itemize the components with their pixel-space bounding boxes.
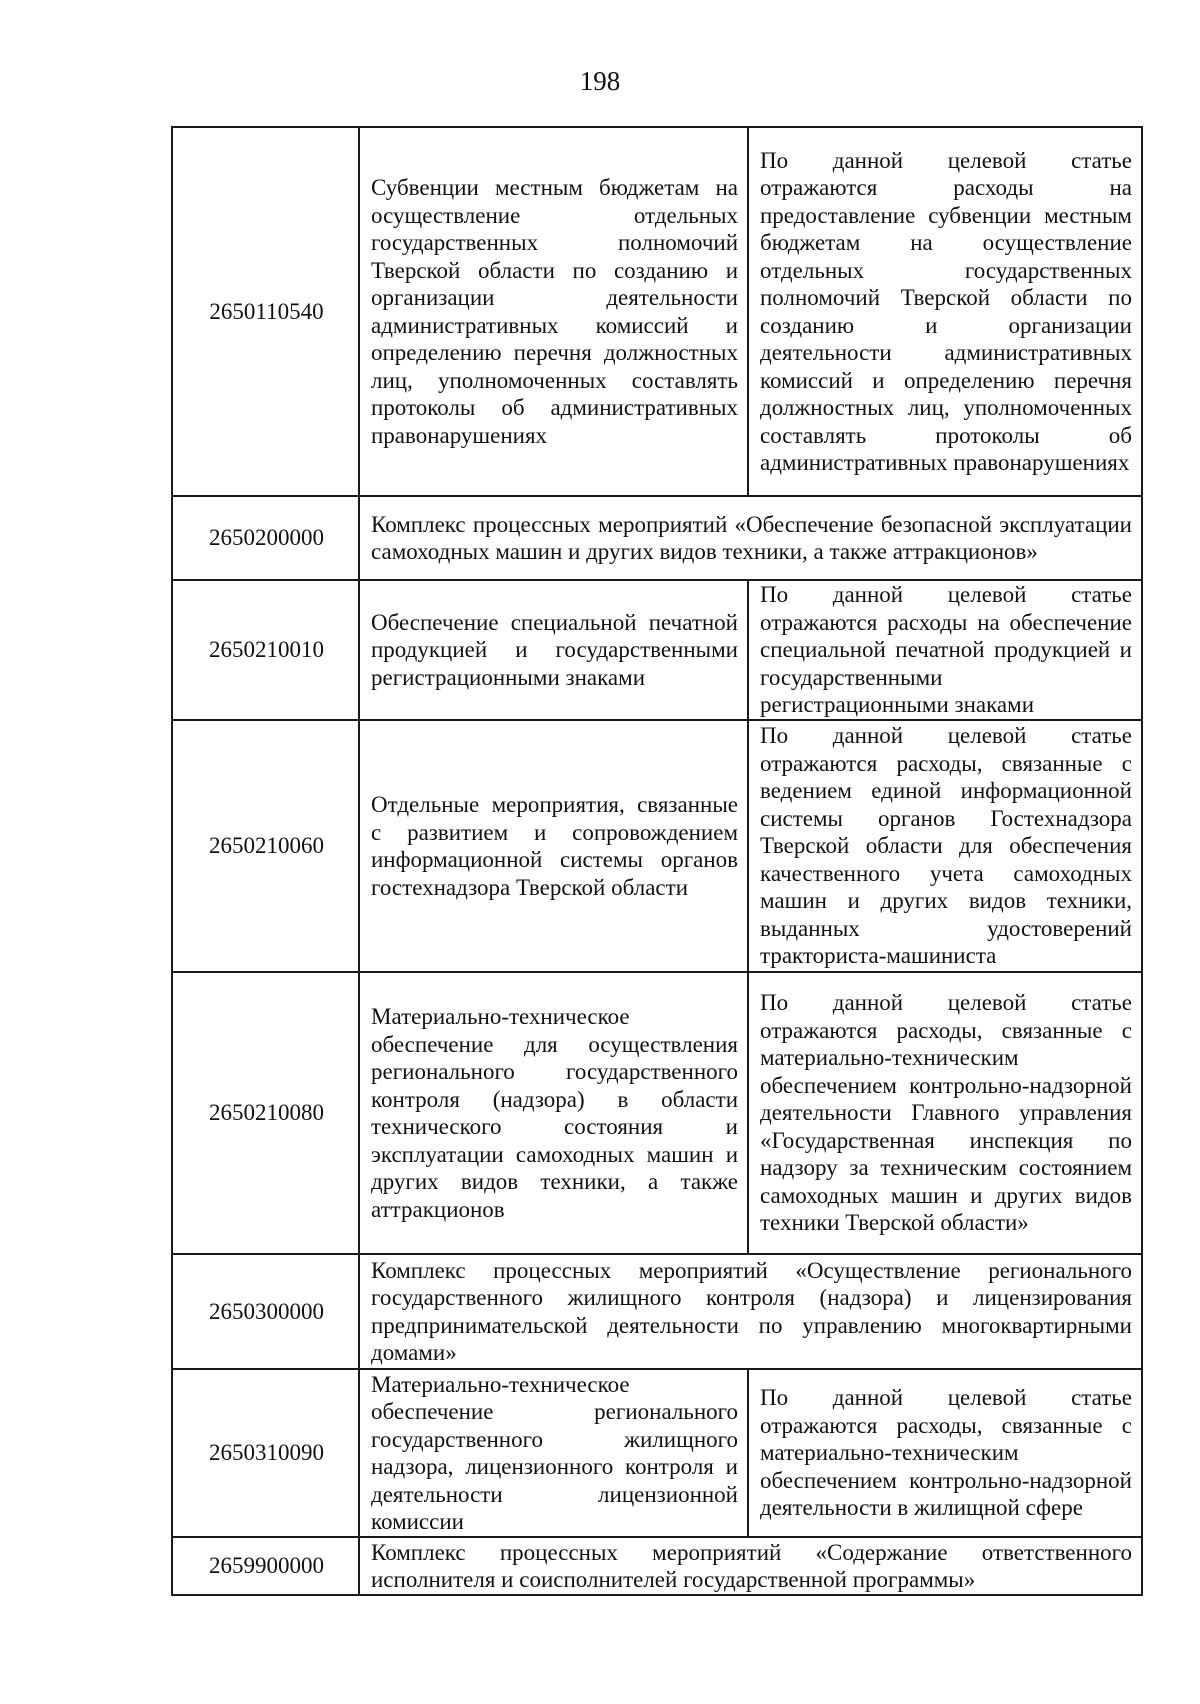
target-code: 2650210080 [172, 972, 359, 1254]
target-name: Материально-техническое обеспечение регионального государственного жилищного надзора, лицензионного контроля и деятельности лицензионной комиссии [359, 1369, 748, 1537]
target-code: 2650300000 [172, 1254, 359, 1369]
target-name: Отдельные мероприятия, связанные с развитием и сопровождением информационной системы органов гостехнадзора Тверской области [359, 720, 748, 972]
target-code: 2650210060 [172, 720, 359, 972]
table-row [172, 1369, 1142, 1537]
target-name: Материально-техническое обеспечение для осуществления регионального государственного контроля (надзора) в области технического состояния и эксплуатации самоходных машин и других видов техники, а также аттракционов [359, 972, 748, 1254]
budget-classification-table [171, 126, 1143, 1596]
page-number: 198 [579, 66, 621, 96]
target-name: Обеспечение специальной печатной продукцией и государственными регистрационными знаками [359, 580, 748, 720]
table-row-complex [172, 1537, 1142, 1595]
complex-name: Комплекс процессных мероприятий «Обеспечение безопасной эксплуатации самоходных машин и других видов техники, а также аттракционов» [359, 496, 1142, 580]
target-description: По данной целевой статье отражаются расходы, связанные с материально-техническим обеспечением контрольно-надзорной деятельности в жилищной сфере [748, 1369, 1142, 1537]
table-row-complex [172, 1254, 1142, 1369]
target-name: Субвенции местным бюджетам на осуществление отдельных государственных полномочий Тверской области по созданию и организации деятельности административных комиссий и определению перечня должностных лиц, уполномоченных составлять протоколы об административных правонарушениях [359, 127, 748, 496]
table-row [172, 580, 1142, 720]
target-description: По данной целевой статье отражаются расходы, связанные с ведением единой информационной системы органов Гостехнадзора Тверской области для обеспечения качественного учета самоходных машин и других видов техники, выданных удостоверений тракториста-машиниста [748, 720, 1142, 972]
table-row [172, 972, 1142, 1254]
table-row [172, 720, 1142, 972]
target-code: 2650310090 [172, 1369, 359, 1537]
table-row-complex [172, 496, 1142, 580]
target-code: 2650210010 [172, 580, 359, 720]
target-description: По данной целевой статье отражаются расходы на предоставление субвенции местным бюджетам на осуществление отдельных государственных полномочий Тверской области по созданию и организации деятельности административных комиссий и определению перечня должностных лиц, уполномоченных составлять протоколы об административных правонарушениях [748, 127, 1142, 496]
target-description: По данной целевой статье отражаются расходы на обеспечение специальной печатной продукцией и государственными регистрационными знаками [748, 580, 1142, 720]
complex-name: Комплекс процессных мероприятий «Осуществление регионального государственного жилищного контроля (надзора) и лицензирования предпринимательской деятельности по управлению многоквартирными домами» [359, 1254, 1142, 1369]
target-code: 2650110540 [172, 127, 359, 496]
target-code: 2659900000 [172, 1537, 359, 1595]
target-code: 2650200000 [172, 496, 359, 580]
table-row [172, 127, 1142, 496]
target-description: По данной целевой статье отражаются расходы, связанные с материально-техническим обеспечением контрольно-надзорной деятельности Главного управления «Государственная инспекция по надзору за техническим состоянием самоходных машин и других видов техники Тверской области» [748, 972, 1142, 1254]
complex-name: Комплекс процессных мероприятий «Содержание ответственного исполнителя и соисполнителей государственной программы» [359, 1537, 1142, 1595]
